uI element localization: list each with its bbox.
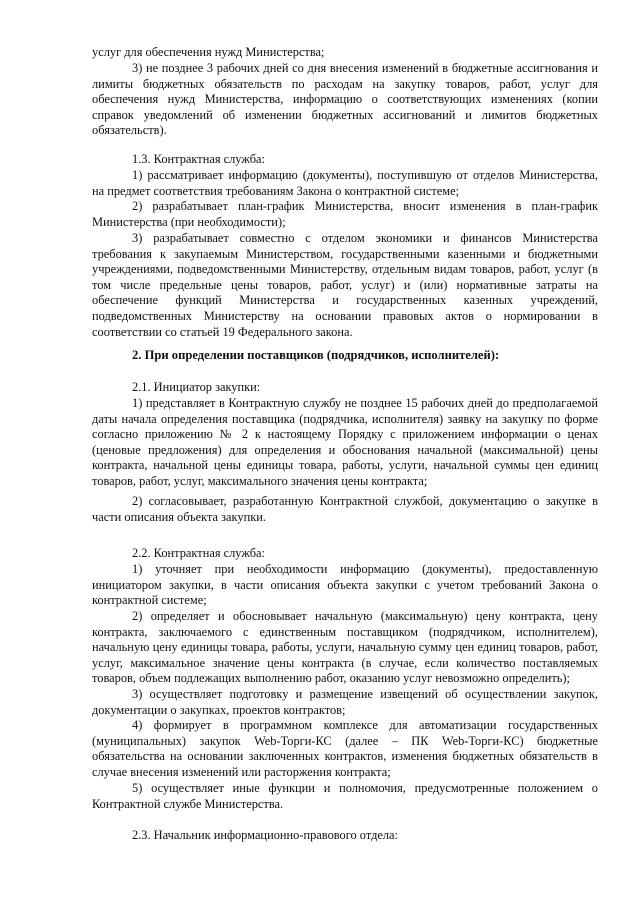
section-2-2-item-3: 3) осуществляет подготовку и размещение извещений об осуществлении закупок, документации о закупках, проектов контрактов; (92, 687, 598, 717)
section-2-1-item-1: 1) представляет в Контрактную службу не позднее 15 рабочих дней до предполагаемой даты начала определения поставщика (подрядчика, исполнителя) заявку на закупку по форме согласно приложению № 2 к настоящему Порядку с приложением информации о ценах (ценовые предложения) для определения и обоснования начальной (максимальной) цены контракта, начальной цены единицы товара, работы, услуги, начальной суммы цен единиц товаров, работ, услуг, максимального значения цены контракта; (92, 396, 598, 488)
section-2-title: 2. При определении поставщиков (подрядчиков, исполнителей): (132, 348, 500, 362)
section-2-3-heading: 2.3. Начальник информационно-правового отдела: (132, 828, 399, 842)
section-2-1-item-2: 2) согласовывает, разработанную Контрактной службой, документацию о закупке в части описания объекта закупки. (92, 494, 598, 524)
section-2-2-heading: 2.2. Контрактная служба: (132, 546, 265, 560)
section-1-3-item-3: 3) разрабатывает совместно с отделом экономики и финансов Министерства требования к закупаемым Министерством, государственными казенными и бюджетными учреждениями, подведомственными Министерству, отдельным видам товаров, работ, услуг (в том числе предельные цены товаров, работ, услуг) и (или) нормативные затраты на обеспечение функций Министерства и государственных казенных учреждений, подведомственных Министерству на основании правовых актов о нормировании в соответствии со статьей 19 Федерального закона. (92, 231, 598, 339)
paragraph-intro-item-3: 3) не позднее 3 рабочих дней со дня внесения изменений в бюджетные ассигнования и лимиты бюджетных обязательств по расходам на закупку товаров, работ, услуг для обеспечения нужд Министерства, информацию о соответствующих изменениях (копии справок уведомлений об изменении бюджетных ассигнований и лимитов бюджетных обязательств). (92, 61, 598, 138)
section-1-3-item-1: 1) рассматривает информацию (документы), поступившую от отделов Министерства, на предмет соответствия требованиям Закона о контрактной системе; (92, 168, 598, 198)
section-1-3-heading: 1.3. Контрактная служба: (132, 152, 265, 166)
section-2-2-item-5: 5) осуществляет иные функции и полномочия, предусмотренные положением о Контрактной службе Министерства. (92, 781, 598, 811)
section-1-3-item-2: 2) разрабатывает план-график Министерства, вносит изменения в план-график Министерства (при необходимости); (92, 199, 598, 229)
section-2-2-item-4: 4) формирует в программном комплексе для автоматизации государственных (муниципальных) закупок Web-Торги-КС (далее – ПК Web-Торги-КС) бюджетные обязательства на основании заключенных контрактов, изменения бюджетных обязательств в случае внесения изменений или расторжения контракта; (92, 718, 598, 779)
section-2-2-item-1: 1) уточняет при необходимости информацию (документы), предоставленную инициатором закупки, в части описания объекта закупки с учетом требований Закона о контрактной системе; (92, 562, 598, 608)
section-2-2-item-2: 2) определяет и обосновывает начальную (максимальную) цену контракта, цену контракта, заключаемого с единственным поставщиком (подрядчиком, исполнителем), начальную цену единицы товара, работы, услуги, начальную сумму цен единиц товаров, работ, услуг, максимальное значение цены контракта (в случае, если количество поставляемых товаров, объем подлежащих выполнению работ, оказанию услуг невозможно определить); (92, 609, 598, 686)
paragraph-intro-tail: услуг для обеспечения нужд Министерства; (92, 45, 325, 59)
section-2-1-heading: 2.1. Инициатор закупки: (132, 380, 261, 394)
